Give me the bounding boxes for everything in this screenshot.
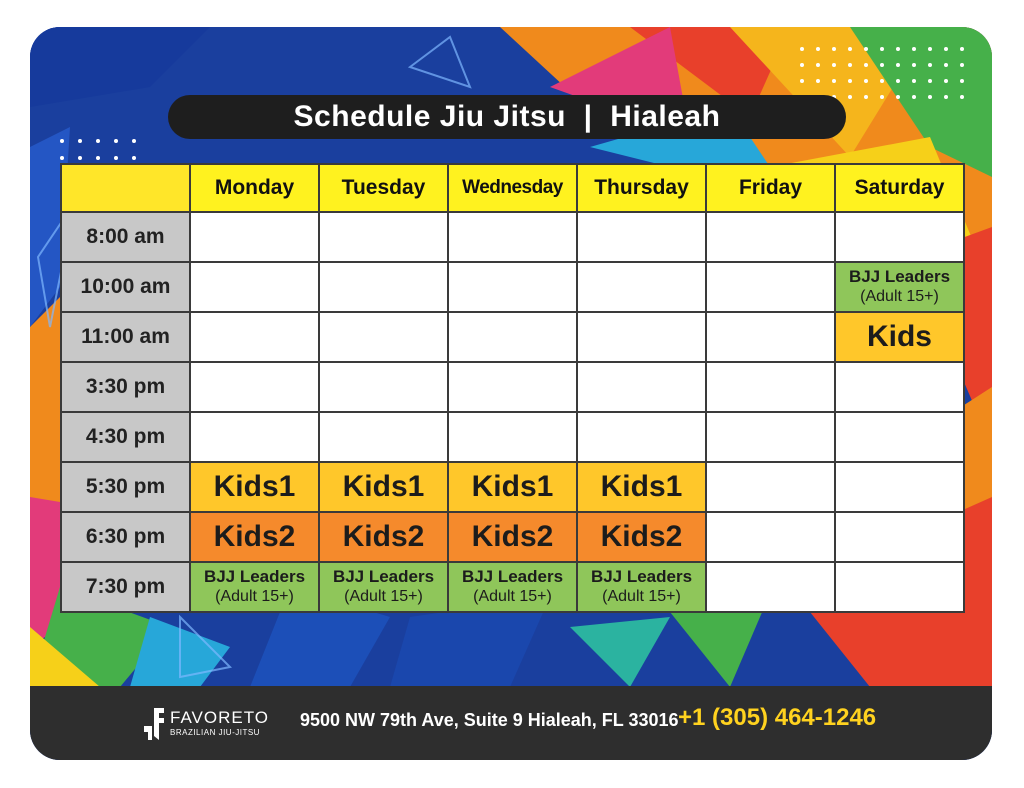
empty-cell xyxy=(706,562,835,612)
class-kids1-tuesday: Kids1 xyxy=(319,462,448,512)
title-text: Schedule Jiu Jitsu xyxy=(293,100,566,133)
empty-cell xyxy=(319,262,448,312)
class-kids1-wednesday: Kids1 xyxy=(448,462,577,512)
empty-cell xyxy=(577,212,706,262)
empty-cell xyxy=(706,362,835,412)
empty-cell xyxy=(706,312,835,362)
empty-cell xyxy=(190,312,319,362)
empty-cell xyxy=(835,562,964,612)
empty-cell xyxy=(835,512,964,562)
time-label: 10:00 am xyxy=(61,262,190,312)
table-row xyxy=(61,312,964,362)
table-row xyxy=(61,562,964,612)
class-name: BJJ Leaders xyxy=(332,567,435,586)
header-row xyxy=(61,164,964,212)
empty-cell xyxy=(190,262,319,312)
class-kids2-tuesday: Kids2 xyxy=(319,512,448,562)
day-header-thursday: Thursday xyxy=(577,164,706,212)
class-age: (Adult 15+) xyxy=(344,588,423,605)
empty-cell xyxy=(577,262,706,312)
table-row xyxy=(61,262,964,312)
class-age: (Adult 15+) xyxy=(860,288,939,305)
table-row xyxy=(61,512,964,562)
empty-cell xyxy=(835,412,964,462)
empty-cell xyxy=(319,312,448,362)
page-title xyxy=(168,95,846,139)
empty-cell xyxy=(190,362,319,412)
footer-bar xyxy=(30,686,992,760)
class-age: (Adult 15+) xyxy=(602,588,681,605)
schedule-table xyxy=(60,163,965,613)
time-label: 4:30 pm xyxy=(61,412,190,462)
class-bjj-leaders-monday xyxy=(190,562,319,612)
empty-cell xyxy=(319,362,448,412)
empty-cell xyxy=(319,412,448,462)
class-kids2-monday: Kids2 xyxy=(190,512,319,562)
address-text: 9500 NW 79th Ave, Suite 9 Hialeah, FL 33016 xyxy=(300,710,679,730)
day-header-tuesday: Tuesday xyxy=(319,164,448,212)
empty-cell xyxy=(706,512,835,562)
empty-cell xyxy=(706,412,835,462)
day-header-monday: Monday xyxy=(190,164,319,212)
class-kids2-thursday: Kids2 xyxy=(577,512,706,562)
class-bjj-leaders-tuesday xyxy=(319,562,448,612)
empty-cell xyxy=(835,362,964,412)
class-bjj-leaders-saturday xyxy=(835,262,964,312)
time-label: 7:30 pm xyxy=(61,562,190,612)
corner-cell xyxy=(61,164,190,212)
empty-cell xyxy=(835,212,964,262)
empty-cell xyxy=(835,462,964,512)
empty-cell xyxy=(577,312,706,362)
empty-cell xyxy=(448,262,577,312)
empty-cell xyxy=(577,412,706,462)
title-location: Hialeah xyxy=(610,100,721,133)
title-separator: | xyxy=(583,100,593,133)
time-label: 11:00 am xyxy=(61,312,190,362)
empty-cell xyxy=(577,362,706,412)
class-bjj-leaders-wednesday xyxy=(448,562,577,612)
favoreto-logo-icon xyxy=(142,706,166,742)
schedule-card xyxy=(30,27,992,760)
class-bjj-leaders-thursday xyxy=(577,562,706,612)
logo-tagline: BRAZILIAN JIU-JITSU xyxy=(170,728,260,737)
class-name: BJJ Leaders xyxy=(203,567,306,586)
empty-cell xyxy=(706,212,835,262)
class-age: (Adult 15+) xyxy=(215,588,294,605)
empty-cell xyxy=(448,412,577,462)
class-kids-saturday: Kids xyxy=(835,312,964,362)
empty-cell xyxy=(706,462,835,512)
class-kids1-thursday: Kids1 xyxy=(577,462,706,512)
day-header-saturday: Saturday xyxy=(835,164,964,212)
empty-cell xyxy=(319,212,448,262)
class-name: BJJ Leaders xyxy=(461,567,564,586)
class-kids1-monday: Kids1 xyxy=(190,462,319,512)
time-label: 5:30 pm xyxy=(61,462,190,512)
logo-name: FAVORETO xyxy=(170,708,270,727)
empty-cell xyxy=(448,212,577,262)
empty-cell xyxy=(448,312,577,362)
empty-cell xyxy=(706,262,835,312)
empty-cell xyxy=(190,212,319,262)
class-age: (Adult 15+) xyxy=(473,588,552,605)
empty-cell xyxy=(190,412,319,462)
class-name: BJJ Leaders xyxy=(590,567,693,586)
class-kids2-wednesday: Kids2 xyxy=(448,512,577,562)
time-label: 6:30 pm xyxy=(61,512,190,562)
table-row xyxy=(61,462,964,512)
table-row xyxy=(61,212,964,262)
class-name: BJJ Leaders xyxy=(848,267,951,286)
day-header-wednesday: Wednesday xyxy=(448,164,577,212)
empty-cell xyxy=(448,362,577,412)
day-header-friday: Friday xyxy=(706,164,835,212)
table-row xyxy=(61,362,964,412)
time-label: 3:30 pm xyxy=(61,362,190,412)
brand-logo xyxy=(142,706,282,742)
phone-number[interactable]: +1 (305) 464-1246 xyxy=(678,704,877,731)
time-label: 8:00 am xyxy=(61,212,190,262)
table-row xyxy=(61,412,964,462)
